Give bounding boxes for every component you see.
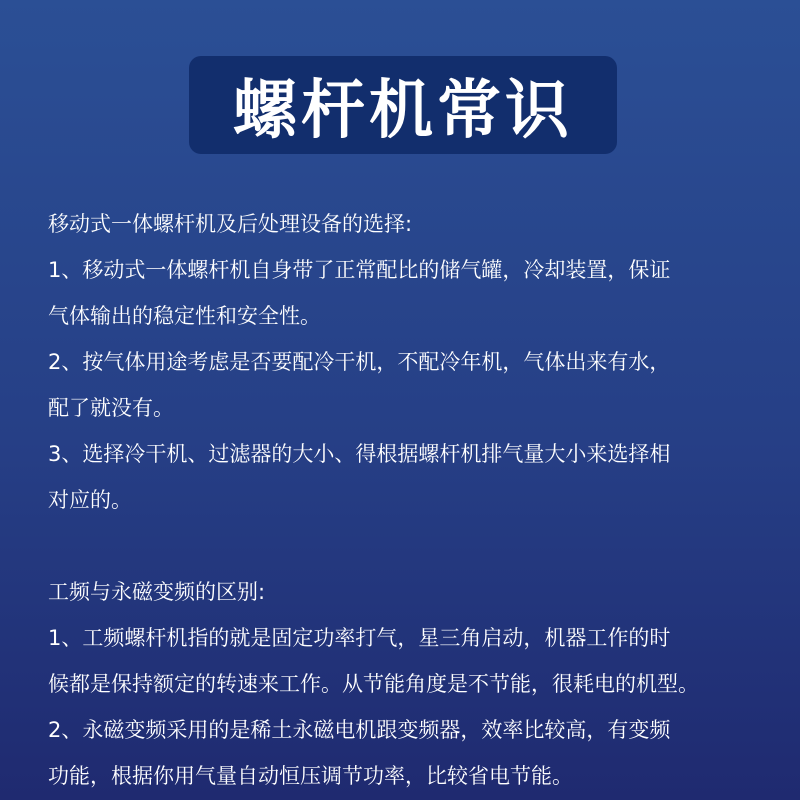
section-frequency-difference bbox=[48, 569, 788, 799]
paragraph-line: 3、选择冷干机、过滤器的大小、得根据螺杆机排气量大小来选择相 bbox=[48, 442, 671, 466]
paragraph-line: 1、工频螺杆机指的就是固定功率打气，星三角启动，机器工作的时 bbox=[48, 626, 671, 650]
paragraph-line: 功能，根据你用气量自动恒压调节功率，比较省电节能。 bbox=[48, 764, 573, 788]
section-heading: 移动式一体螺杆机及后处理设备的选择: bbox=[48, 212, 413, 236]
paragraph-line: 配了就没有。 bbox=[48, 396, 174, 420]
paragraph-line: 气体输出的稳定性和安全性。 bbox=[48, 304, 321, 328]
page-title: 螺杆机常识 bbox=[233, 74, 573, 148]
paragraph-line: 候都是保持额定的转速来工作。从节能角度是不节能，很耗电的机型。 bbox=[48, 672, 699, 696]
section-heading: 工频与永磁变频的区别: bbox=[48, 580, 266, 604]
content-body bbox=[48, 201, 788, 799]
paragraph-line: 对应的。 bbox=[48, 488, 132, 512]
section-mobile-screw-selection bbox=[48, 201, 788, 523]
paragraph-line: 1、移动式一体螺杆机自身带了正常配比的储气罐，冷却装置，保证 bbox=[48, 258, 671, 282]
paragraph-line: 2、按气体用途考虑是否要配冷干机，不配冷年机，气体出来有水， bbox=[48, 350, 671, 374]
paragraph-line: 2、永磁变频采用的是稀土永磁电机跟变频器，效率比较高，有变频 bbox=[48, 718, 671, 742]
title-banner bbox=[189, 56, 617, 154]
